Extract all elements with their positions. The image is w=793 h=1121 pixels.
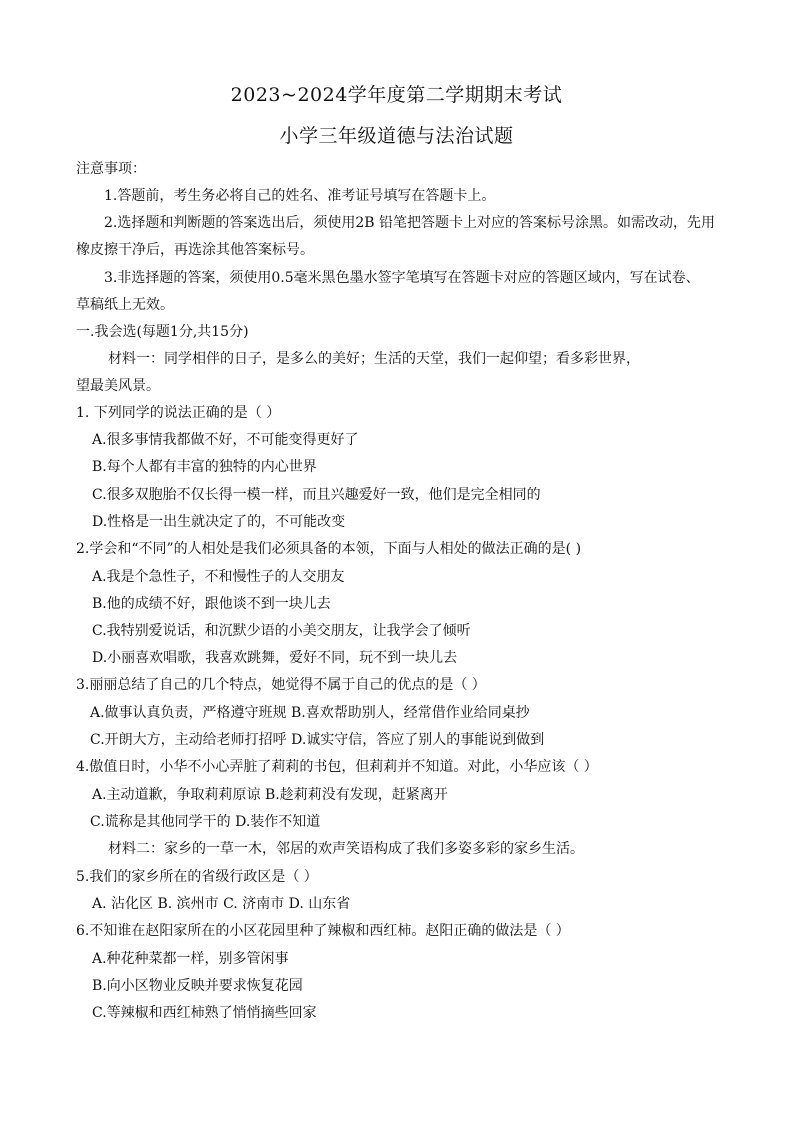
question-6-option-a: A.种花种菜都一样，别多管闲事 [92,951,289,967]
notice-heading: 注意事项： [76,161,146,177]
question-6-option-b: B.向小区物业反映并要求恢复花园 [92,978,303,994]
notice-item-3-line-1: 3.非选择题的答案，须使用0.5毫米黑色墨水签字笔填写在答题卡对应的答题区域内，写在试卷、 [104,270,700,286]
question-1-option-a: A.很多事情我都做不好，不可能变得更好了 [92,432,359,448]
material-1-line-2: 望最美风景。 [76,378,160,394]
question-4-options-ab: A.主动道歉，争取莉莉原谅 B.趁莉莉没有发现，赶紧离开 [92,787,448,803]
question-4-stem: 4.傲值日时，小华不小心弄脏了莉莉的书包，但莉莉并不知道。对此，小华应该（ ） [76,759,598,775]
question-1-option-b: B.每个人都有丰富的独特的内心世界 [92,459,317,475]
question-5-stem: 5.我们的家乡所在的省级行政区是（ ） [76,869,318,885]
question-3-stem: 3.丽丽总结了自己的几个特点，她觉得不属于自己的优点的是（ ） [76,677,486,693]
exam-title: 2023~2024学年度第二学期期末考试 [230,84,563,106]
notice-item-2-line-1: 2.选择题和判断题的答案选出后，须使用2B 铅笔把答题卡上对应的答案标号涂黑。如需改动，先用 [104,215,716,231]
material-2: 材料二：家乡的一草一木，邻居的欢声笑语构成了我们多姿多彩的家乡生活。 [108,841,584,857]
question-3-options-cd: C.开朗大方，主动给老师打招呼 D.诚实守信，答应了别人的事能说到做到 [90,732,545,748]
question-2-option-a: A.我是个急性子，不和慢性子的人交朋友 [92,569,345,585]
question-2-option-b: B.他的成绩不好，跟他谈不到一块儿去 [92,596,331,612]
exam-subtitle: 小学三年级道德与法治试题 [279,125,514,147]
notice-item-1: 1.答题前，考生务必将自己的姓名、准考证号填写在答题卡上。 [104,188,496,204]
notice-item-3-line-2: 草稿纸上无效。 [76,297,174,313]
question-2-stem: 2.学会和“不同”的人相处是我们必须具备的本领，下面与人相处的做法正确的是( ) [76,541,582,557]
question-2-option-c: C.我特别爱说话，和沉默少语的小美交朋友，让我学会了倾听 [92,623,471,639]
question-4-options-cd: C.谎称是其他同学干的 D.装作不知道 [90,814,321,830]
question-3-options-ab: A.做事认真负责，严格遵守班规 B.喜欢帮助别人，经常借作业给同桌抄 [90,705,530,721]
question-1-option-d: D.性格是一出生就决定了的，不可能改变 [92,514,346,530]
notice-item-2-line-2: 橡皮擦干净后，再选涂其他答案标号。 [76,242,314,258]
question-1-option-c: C.很多双胞胎不仅长得一模一样，而且兴趣爱好一致，他们是完全相同的 [92,487,541,503]
question-2-option-d: D.小丽喜欢唱歌，我喜欢跳舞，爱好不同，玩不到一块儿去 [92,650,458,666]
question-1-stem: 1. 下列同学的说法正确的是（ ） [76,405,281,421]
question-6-option-c: C.等辣椒和西红柿熟了悄悄摘些回家 [92,1005,317,1021]
question-5-options: A. 沾化区 B. 滨州市 C. 济南市 D. 山东省 [92,896,351,912]
section-1-heading: 一.我会选(每题1分,共15分) [76,324,249,340]
material-1-line-1: 材料一：同学相伴的日子，是多么的美好；生活的天堂，我们一起仰望；看多彩世界， [108,351,640,367]
question-6-stem: 6.不知谁在赵阳家所在的小区花园里种了辣椒和西红柿。赵阳正确的做法是（ ） [76,923,570,939]
